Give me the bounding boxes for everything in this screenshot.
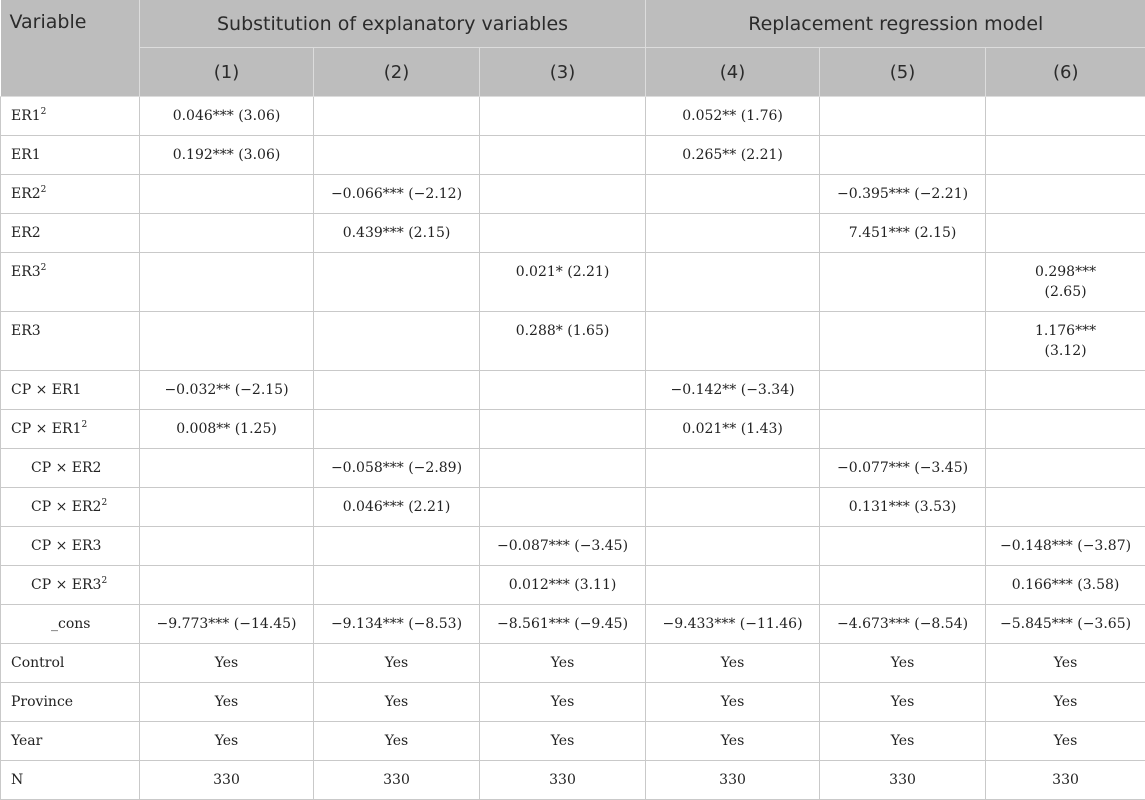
row-label: $ER2^2$ bbox=[1, 175, 140, 214]
table-row bbox=[1, 175, 1145, 214]
column-header-2: (2) bbox=[314, 48, 480, 97]
table-cell: Yes bbox=[986, 644, 1145, 683]
table-cell bbox=[314, 136, 480, 175]
table-cell bbox=[480, 488, 646, 527]
row-label: CP × $ER3^2$ bbox=[1, 566, 140, 605]
table-cell bbox=[480, 410, 646, 449]
column-header-1: (1) bbox=[140, 48, 314, 97]
table-cell bbox=[820, 97, 986, 136]
table-row bbox=[1, 683, 1145, 722]
table-cell: −0.058*** (−2.89) bbox=[314, 449, 480, 488]
table-cell: Yes bbox=[820, 644, 986, 683]
table-cell: Yes bbox=[140, 722, 314, 761]
table-cell bbox=[314, 566, 480, 605]
table-cell bbox=[646, 449, 820, 488]
table-cell: 7.451*** (2.15) bbox=[820, 214, 986, 253]
table-cell: 0.052** (1.76) bbox=[646, 97, 820, 136]
table-cell: −0.142** (−3.34) bbox=[646, 371, 820, 410]
group-header-replacement: Replacement regression model bbox=[646, 0, 1145, 48]
table-cell: 0.439*** (2.15) bbox=[314, 214, 480, 253]
table-cell: −9.773*** (−14.45) bbox=[140, 605, 314, 644]
table-cell: 0.298*** (2.65) bbox=[986, 253, 1145, 312]
table-cell: Yes bbox=[646, 722, 820, 761]
table-cell bbox=[140, 566, 314, 605]
table-cell: 330 bbox=[820, 761, 986, 800]
table-row bbox=[1, 214, 1145, 253]
row-label: CP × ER3 bbox=[1, 527, 140, 566]
table-cell: 0.021* (2.21) bbox=[480, 253, 646, 312]
table-cell bbox=[820, 136, 986, 175]
table-cell: Yes bbox=[140, 644, 314, 683]
row-label: CP × $ER2^2$ bbox=[1, 488, 140, 527]
table-cell bbox=[314, 371, 480, 410]
table-cell bbox=[986, 488, 1145, 527]
row-label: ER3 bbox=[1, 312, 140, 371]
column-header-3: (3) bbox=[480, 48, 646, 97]
table-cell: 330 bbox=[314, 761, 480, 800]
row-label: ER1 bbox=[1, 136, 140, 175]
column-header-5: (5) bbox=[820, 48, 986, 97]
table-cell: Yes bbox=[480, 644, 646, 683]
table-cell: 330 bbox=[986, 761, 1145, 800]
table-row bbox=[1, 644, 1145, 683]
table-cell: Yes bbox=[314, 722, 480, 761]
table-cell: Yes bbox=[314, 644, 480, 683]
table-cell bbox=[646, 312, 820, 371]
table-cell: 330 bbox=[140, 761, 314, 800]
table-cell bbox=[986, 214, 1145, 253]
table-cell bbox=[646, 175, 820, 214]
row-label: ER2 bbox=[1, 214, 140, 253]
table-cell bbox=[480, 97, 646, 136]
table-cell bbox=[986, 136, 1145, 175]
table-body bbox=[1, 97, 1145, 800]
table-row bbox=[1, 253, 1145, 312]
table-cell bbox=[986, 410, 1145, 449]
table-cell: Yes bbox=[480, 683, 646, 722]
column-header-6: (6) bbox=[986, 48, 1145, 97]
table-cell bbox=[820, 253, 986, 312]
table-header bbox=[1, 0, 1145, 97]
table-cell bbox=[986, 449, 1145, 488]
table-cell: Yes bbox=[820, 683, 986, 722]
table-cell bbox=[646, 214, 820, 253]
table-cell bbox=[646, 527, 820, 566]
table-cell: Yes bbox=[646, 644, 820, 683]
table-cell bbox=[314, 527, 480, 566]
table-row bbox=[1, 410, 1145, 449]
table-cell bbox=[314, 253, 480, 312]
table-cell bbox=[140, 175, 314, 214]
row-label: CP × ER2 bbox=[1, 449, 140, 488]
table-cell bbox=[314, 312, 480, 371]
table-cell bbox=[480, 371, 646, 410]
table-cell: Yes bbox=[820, 722, 986, 761]
column-header-4: (4) bbox=[646, 48, 820, 97]
table-row bbox=[1, 312, 1145, 371]
table-cell: −0.066*** (−2.12) bbox=[314, 175, 480, 214]
table-cell: Yes bbox=[480, 722, 646, 761]
table-row bbox=[1, 371, 1145, 410]
table-cell bbox=[820, 410, 986, 449]
table-cell: −9.433*** (−11.46) bbox=[646, 605, 820, 644]
table-cell bbox=[646, 253, 820, 312]
table-cell bbox=[986, 371, 1145, 410]
table-cell bbox=[986, 175, 1145, 214]
table-cell bbox=[480, 214, 646, 253]
table-cell: 0.265** (2.21) bbox=[646, 136, 820, 175]
table-cell: 330 bbox=[646, 761, 820, 800]
table-cell: 0.166*** (3.58) bbox=[986, 566, 1145, 605]
table-row bbox=[1, 722, 1145, 761]
table-cell bbox=[820, 312, 986, 371]
table-cell bbox=[140, 312, 314, 371]
group-header-substitution: Substitution of explanatory variables bbox=[140, 0, 646, 48]
table-cell: 0.012*** (3.11) bbox=[480, 566, 646, 605]
table-cell: 0.021** (1.43) bbox=[646, 410, 820, 449]
table-cell: −0.395*** (−2.21) bbox=[820, 175, 986, 214]
table-cell: −8.561*** (−9.45) bbox=[480, 605, 646, 644]
table-cell: 0.288* (1.65) bbox=[480, 312, 646, 371]
table-row bbox=[1, 449, 1145, 488]
table-cell: 1.176*** (3.12) bbox=[986, 312, 1145, 371]
table-cell bbox=[140, 488, 314, 527]
table-cell bbox=[820, 371, 986, 410]
row-label: Year bbox=[1, 722, 140, 761]
table-row bbox=[1, 97, 1145, 136]
row-label: _cons bbox=[1, 605, 140, 644]
table-cell: −0.148*** (−3.87) bbox=[986, 527, 1145, 566]
table-cell: 0.131*** (3.53) bbox=[820, 488, 986, 527]
table-cell: Yes bbox=[986, 722, 1145, 761]
table-cell bbox=[480, 175, 646, 214]
table-cell bbox=[646, 488, 820, 527]
table-cell: 330 bbox=[480, 761, 646, 800]
table-cell: 0.008** (1.25) bbox=[140, 410, 314, 449]
row-label: Province bbox=[1, 683, 140, 722]
row-label: CP × $ER1^2$ bbox=[1, 410, 140, 449]
table-cell: Yes bbox=[986, 683, 1145, 722]
row-label: $ER1^2$ bbox=[1, 97, 140, 136]
table-cell bbox=[140, 527, 314, 566]
table-cell: −4.673*** (−8.54) bbox=[820, 605, 986, 644]
table-cell: Yes bbox=[314, 683, 480, 722]
table-cell bbox=[646, 566, 820, 605]
table-cell bbox=[140, 253, 314, 312]
table-cell: −5.845*** (−3.65) bbox=[986, 605, 1145, 644]
table-row bbox=[1, 605, 1145, 644]
row-label: Control bbox=[1, 644, 140, 683]
table-cell: 0.046*** (3.06) bbox=[140, 97, 314, 136]
table-cell bbox=[986, 97, 1145, 136]
table-row bbox=[1, 527, 1145, 566]
table-cell bbox=[140, 449, 314, 488]
table-cell: 0.046*** (2.21) bbox=[314, 488, 480, 527]
table-cell bbox=[140, 214, 314, 253]
table-cell: −0.032** (−2.15) bbox=[140, 371, 314, 410]
table-cell bbox=[480, 449, 646, 488]
table-row bbox=[1, 761, 1145, 800]
table-row bbox=[1, 136, 1145, 175]
table-row bbox=[1, 488, 1145, 527]
table-cell bbox=[314, 410, 480, 449]
table-cell: −9.134*** (−8.53) bbox=[314, 605, 480, 644]
table-cell: Yes bbox=[646, 683, 820, 722]
row-label: CP × ER1 bbox=[1, 371, 140, 410]
row-label: N bbox=[1, 761, 140, 800]
row-label: $ER3^2$ bbox=[1, 253, 140, 312]
table-cell bbox=[820, 527, 986, 566]
table-row bbox=[1, 566, 1145, 605]
table-cell: −0.077*** (−3.45) bbox=[820, 449, 986, 488]
variable-column-header: Variable bbox=[1, 0, 140, 97]
table-cell bbox=[820, 566, 986, 605]
table-cell: Yes bbox=[140, 683, 314, 722]
table-cell bbox=[480, 136, 646, 175]
table-cell bbox=[314, 97, 480, 136]
table-cell: −0.087*** (−3.45) bbox=[480, 527, 646, 566]
table-cell: 0.192*** (3.06) bbox=[140, 136, 314, 175]
